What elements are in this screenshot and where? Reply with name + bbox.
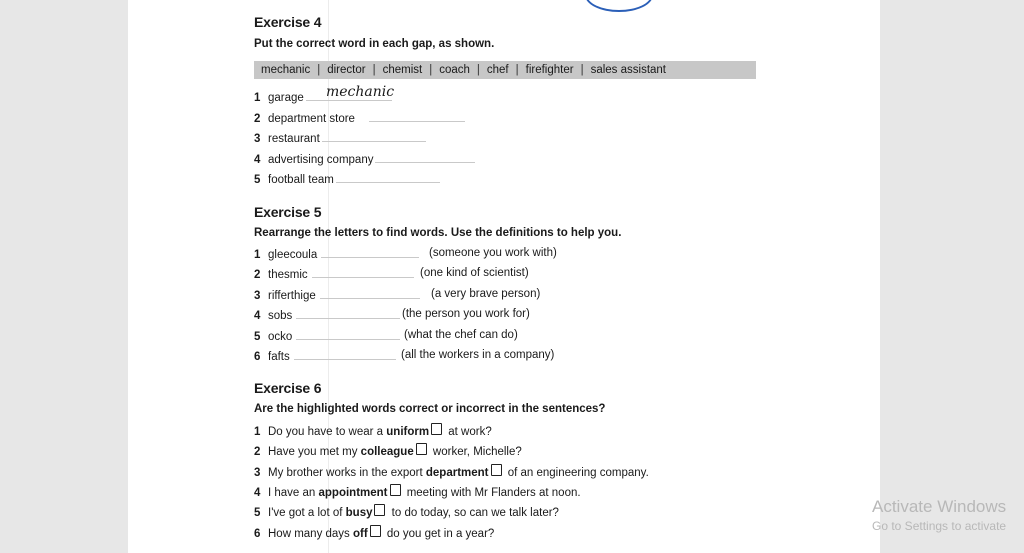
answer-blank[interactable] — [375, 152, 475, 163]
answer-blank[interactable] — [294, 349, 396, 360]
exercise-5-title: Exercise 5 — [254, 204, 322, 220]
answer-blank[interactable] — [312, 267, 414, 278]
ex6-item: 5 I've got a lot of busy to do today, so can we talk later? — [254, 504, 559, 519]
word-bank: mechanic | director | chemist | coach | chef | firefighter | sales assistant — [254, 61, 756, 79]
definition: (what the chef can do) — [404, 329, 518, 341]
exercise-4-instruction: Put the correct word in each gap, as shown. — [254, 38, 495, 50]
ex6-item: 3 My brother works in the export department of an engineering company. — [254, 464, 649, 479]
ex5-item: 6 fafts — [254, 349, 396, 363]
word-bank-item: director — [327, 64, 366, 76]
ex4-item: 4 advertising company — [254, 152, 475, 166]
word-bank-item: coach — [439, 64, 470, 76]
answer-checkbox[interactable] — [491, 464, 502, 476]
answer-blank[interactable] — [322, 131, 426, 142]
ex5-item: 3 rifferthige — [254, 288, 420, 302]
ex4-item: 5 football team — [254, 172, 440, 186]
word-bank-item: chef — [486, 64, 509, 76]
ex6-item: 1 Do you have to wear a uniform at work? — [254, 423, 492, 438]
definition: (someone you work with) — [429, 247, 557, 259]
ex5-item: 5 ocko — [254, 329, 400, 343]
answer-blank[interactable] — [369, 111, 465, 122]
ex6-item: 4 I have an appointment meeting with Mr Flanders at noon. — [254, 484, 581, 499]
highlighted-word: uniform — [386, 426, 430, 438]
highlighted-word: busy — [345, 507, 373, 519]
answer-blank[interactable] — [336, 172, 440, 183]
answer-checkbox[interactable] — [374, 504, 385, 516]
ex4-item: 1 garage mechanic — [254, 84, 395, 104]
answer-checkbox[interactable] — [390, 484, 401, 496]
ex6-item: 2 Have you met my colleague worker, Michelle? — [254, 443, 522, 458]
answer-checkbox[interactable] — [370, 525, 381, 537]
highlighted-word: colleague — [360, 446, 414, 458]
highlighted-word: off — [353, 528, 368, 540]
answer-checkbox[interactable] — [431, 423, 442, 435]
word-bank-item: mechanic — [261, 64, 311, 76]
ex4-item: 3 restaurant — [254, 131, 426, 145]
ex6-item: 6 How many days off do you get in a year? — [254, 525, 494, 540]
handwritten-answer: mechanic — [326, 84, 395, 100]
answer-blank[interactable] — [320, 288, 420, 299]
highlighted-word: appointment — [318, 487, 388, 499]
exercise-6-instruction: Are the highlighted words correct or incorrect in the sentences? — [254, 403, 606, 415]
highlighted-word: department — [425, 467, 489, 479]
answer-checkbox[interactable] — [416, 443, 427, 455]
ex5-item: 1 gleecoula — [254, 247, 419, 261]
word-bank-item: sales assistant — [590, 64, 667, 76]
answer-blank[interactable] — [296, 308, 400, 319]
definition: (one kind of scientist) — [420, 267, 529, 279]
bleed-through-text — [833, 0, 923, 553]
exercise-5-instruction: Rearrange the letters to find words. Use the definitions to help you. — [254, 227, 622, 239]
word-bank-item: chemist — [382, 64, 423, 76]
definition: (the person you work for) — [402, 308, 530, 320]
answer-blank[interactable] — [321, 247, 419, 258]
exercise-6-title: Exercise 6 — [254, 380, 322, 396]
ex5-item: 4 sobs — [254, 308, 400, 322]
ex4-item: 2 department store — [254, 111, 465, 125]
activate-windows-watermark: Activate Windows Go to Settings to activate — [872, 497, 1007, 533]
ex5-item: 2 thesmic — [254, 267, 414, 281]
exercise-4-title: Exercise 4 — [254, 14, 322, 30]
word-bank-item: firefighter — [525, 64, 574, 76]
definition: (all the workers in a company) — [401, 349, 555, 361]
answer-blank[interactable] — [296, 329, 400, 340]
definition: (a very brave person) — [431, 288, 541, 300]
